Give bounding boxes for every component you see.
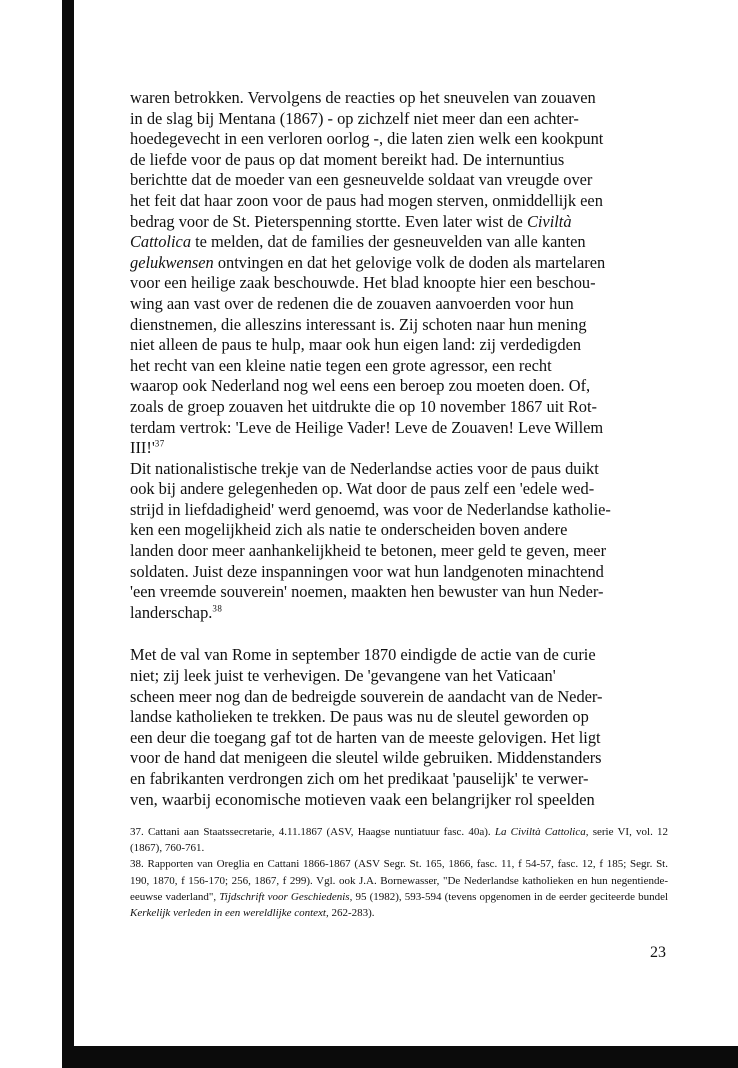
text-segment: bedrag voor de St. Pieterspenning stortte. Even later wist de [130, 211, 523, 231]
text-line: soldaten. Juist deze inspanningen voor wat hun landgenoten minachtend [130, 561, 604, 581]
text-line: ook bij andere gelegenheden op. Wat door de paus zelf een 'edele wed- [130, 479, 595, 499]
paragraph-1 [130, 88, 668, 459]
footnote-text: 38. Rapporten van Oreglia en Cattani 1866-1867 (ASV Segr. St. 165, 1866, fasc. 11, f 54-57, fasc. 12, f 185; Segr. St. 190, 1870, f 156-170; 256, 1867, f 299). Vgl. ook J.A. Bornewasser, "De Nederlandse katholieken en hun negentiende-eeuwse vaderland", [130, 858, 668, 903]
footnote-text: 95 (1982), 593-594 (tevens opgenomen in de eerder geciteerde bundel [355, 890, 669, 903]
journal-title-italic: Civiltà [526, 211, 572, 231]
text-segment: landerschap. [130, 602, 213, 622]
text-line: ven, waarbij economische motieven vaak een belangrijker rol speelden [130, 789, 595, 809]
text-line: het recht van een kleine natie tegen een grote agressor, een recht [130, 355, 552, 375]
footnote-ref-37: 37 [154, 438, 165, 449]
text-line: 'een vreemde souverein' noemen, maakten hen bewuster van hun Neder- [130, 582, 604, 602]
footnote-journal: Tijdschrift voor Geschiedenis, [219, 890, 353, 903]
text-line: ken een mogelijkheid zich als natie te onderscheiden boven andere [130, 520, 568, 540]
text-line: en fabrikanten verdrongen zich om het predikaat 'pauselijk' te verwer- [130, 769, 589, 788]
text-line: zoals de groep zouaven het uitdrukte die op 10 november 1867 uit Rot- [130, 396, 598, 416]
text-line: voor de hand dat menigeen die sleutel wilde gebruiken. Middenstanders [130, 748, 602, 768]
text-line: terdam vertrok: 'Leve de Heilige Vader! Leve de Zouaven! Leve Willem [130, 417, 604, 437]
italic-word: gelukwensen [130, 252, 214, 272]
text-line: landse katholieken te trekken. De paus was nu de sleutel geworden op [130, 707, 589, 727]
text-line: berichtte dat de moeder van een gesneuvelde soldaat van vreugde over [130, 170, 593, 190]
text-line: Dit nationalistische trekje van de Nederlandse acties voor de paus duikt [130, 458, 599, 478]
text-line: niet; zij leek juist te verhevigen. De 'gevangene van het Vaticaan' [130, 666, 556, 686]
text-segment: ontvingen en dat het gelovige volk de doden als martelaren [217, 252, 606, 272]
text-line: het feit dat haar zoon voor de paus had mogen sterven, onmiddellijk een [130, 190, 603, 210]
text-line [130, 603, 668, 624]
text-segment: te melden, dat de families der gesneuvelden van alle kanten [195, 232, 586, 252]
text-line: waarop ook Nederland nog wel eens een beroep zou moeten doen. Of, [130, 376, 591, 396]
body-text [130, 88, 668, 810]
text-line [130, 212, 668, 233]
page-number: 23 [650, 944, 666, 961]
scan-border-left [62, 0, 74, 1068]
text-line [130, 253, 668, 274]
text-line: in de slag bij Mentana (1867) - op zichzelf niet meer dan een achter- [130, 108, 579, 128]
text-line: scheen meer nog dan de bedreigde souverein de aandacht van de Neder- [130, 686, 603, 706]
text-line [130, 232, 668, 253]
text-line: wing aan vast over de redenen die de zouaven aanvoerden voor hun [130, 293, 574, 313]
text-line: voor een heilige zaak beschouwde. Het blad knoopte hier een beschou- [130, 273, 596, 293]
text-line: waren betrokken. Vervolgens de reacties op het sneuvelen van zouaven [130, 88, 596, 107]
footnote-38 [130, 856, 668, 921]
footnote-37 [130, 824, 668, 856]
footnotes [130, 824, 668, 921]
scan-border-bottom [62, 1046, 738, 1068]
footnote-text: 262-283). [331, 907, 375, 920]
text-line: landen door meer aanhankelijkheid te betonen, meer geld te geven, meer [130, 541, 607, 561]
paragraph-3 [130, 645, 668, 810]
text-line: niet alleen de paus te hulp, maar ook hun eigen land: zij verdedigden [130, 335, 582, 355]
footnote-text: serie VI, vol. 12 (1867), 760-761. [130, 826, 669, 855]
footnote-book: Kerkelijk verleden in een wereldlijke context, [130, 907, 329, 920]
text-line: Met de val van Rome in september 1870 eindigde de actie van de curie [130, 645, 596, 665]
footnote-text: 37. Cattani aan Staatssecretarie, 4.11.1867 (ASV, Haagse nuntiatuur fasc. 40a). [130, 826, 491, 838]
text-line: strijd in liefdadigheid' werd genoemd, was voor de Nederlandse katholie- [130, 499, 611, 519]
footnote-ref-38: 38 [212, 603, 223, 614]
text-line: hoedegevecht in een verloren oorlog -, die laten zien welk een kookpunt [130, 129, 604, 149]
text-line: dienstnemen, die alleszins interessant is. Zij schoten naar hun mening [130, 314, 587, 334]
paragraph-2 [130, 459, 668, 624]
text-line [130, 438, 668, 459]
text-line: een deur die toegang gaf tot de harten van de meeste gelovigen. Het ligt [130, 727, 601, 747]
text-line: de liefde voor de paus op dat moment bereikt had. De internuntius [130, 149, 565, 169]
journal-title-italic: Cattolica [130, 232, 192, 252]
text-segment: III!' [130, 438, 155, 458]
footnote-title: La Civiltà Cattolica, [494, 826, 589, 838]
